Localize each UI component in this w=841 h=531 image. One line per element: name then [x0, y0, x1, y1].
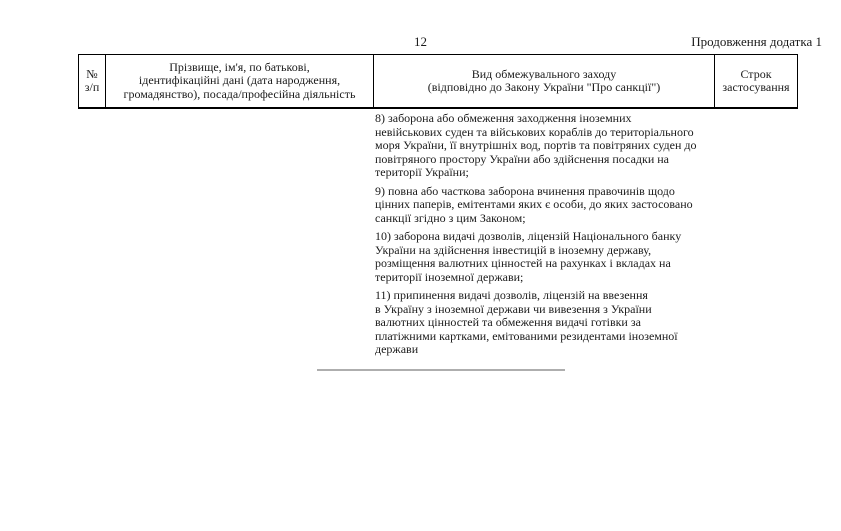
header-cell-term: Строк застосування	[715, 55, 798, 109]
sanction-item-11: 11) припинення видачі дозволів, ліцензій на ввезення в Україну з іноземної держави чи вивезення з України валютних цінностей та обмеження видачі готівки за платіжними картками, емітованими резидентами іноземної держави	[375, 288, 678, 356]
sanctions-table-header	[78, 54, 798, 109]
page-number: 12	[414, 34, 427, 49]
entry-end-rule	[317, 369, 565, 371]
page-top-line	[0, 34, 841, 52]
sanction-item-9: 9) повна або часткова заборона вчинення правочинів щодо цінних паперів, емітентами яких є особи, до яких застосовано санкції згідно з цим Законом;	[375, 183, 693, 225]
header-cell-person: Прізвище, ім'я, по батькові, ідентифікаційні дані (дата народження, громадянство), посада/професійна діяльність	[106, 55, 374, 109]
table-header-row	[79, 55, 798, 109]
sanction-item-8: 8) заборона або обмеження заходження іноземних невійськових суден та військових кораблів до територіального моря України, її внутрішніх вод, портів та повітряних суден до повітряного простору України або здійснення посадки на території України;	[375, 111, 697, 179]
sanction-item-10: 10) заборона видачі дозволів, ліцензій Національного банку України на здійснення інвестицій в іноземну державу, розміщення валютних цінностей на рахунках і вкладах на території іноземної держави;	[375, 229, 682, 284]
header-cell-measure: Вид обмежувального заходу (відповідно до Закону України "Про санкції")	[374, 55, 715, 109]
measure-list	[375, 112, 720, 362]
header-cell-number: № з/п	[79, 55, 106, 109]
continuation-note: Продовження додатка 1	[691, 34, 822, 49]
